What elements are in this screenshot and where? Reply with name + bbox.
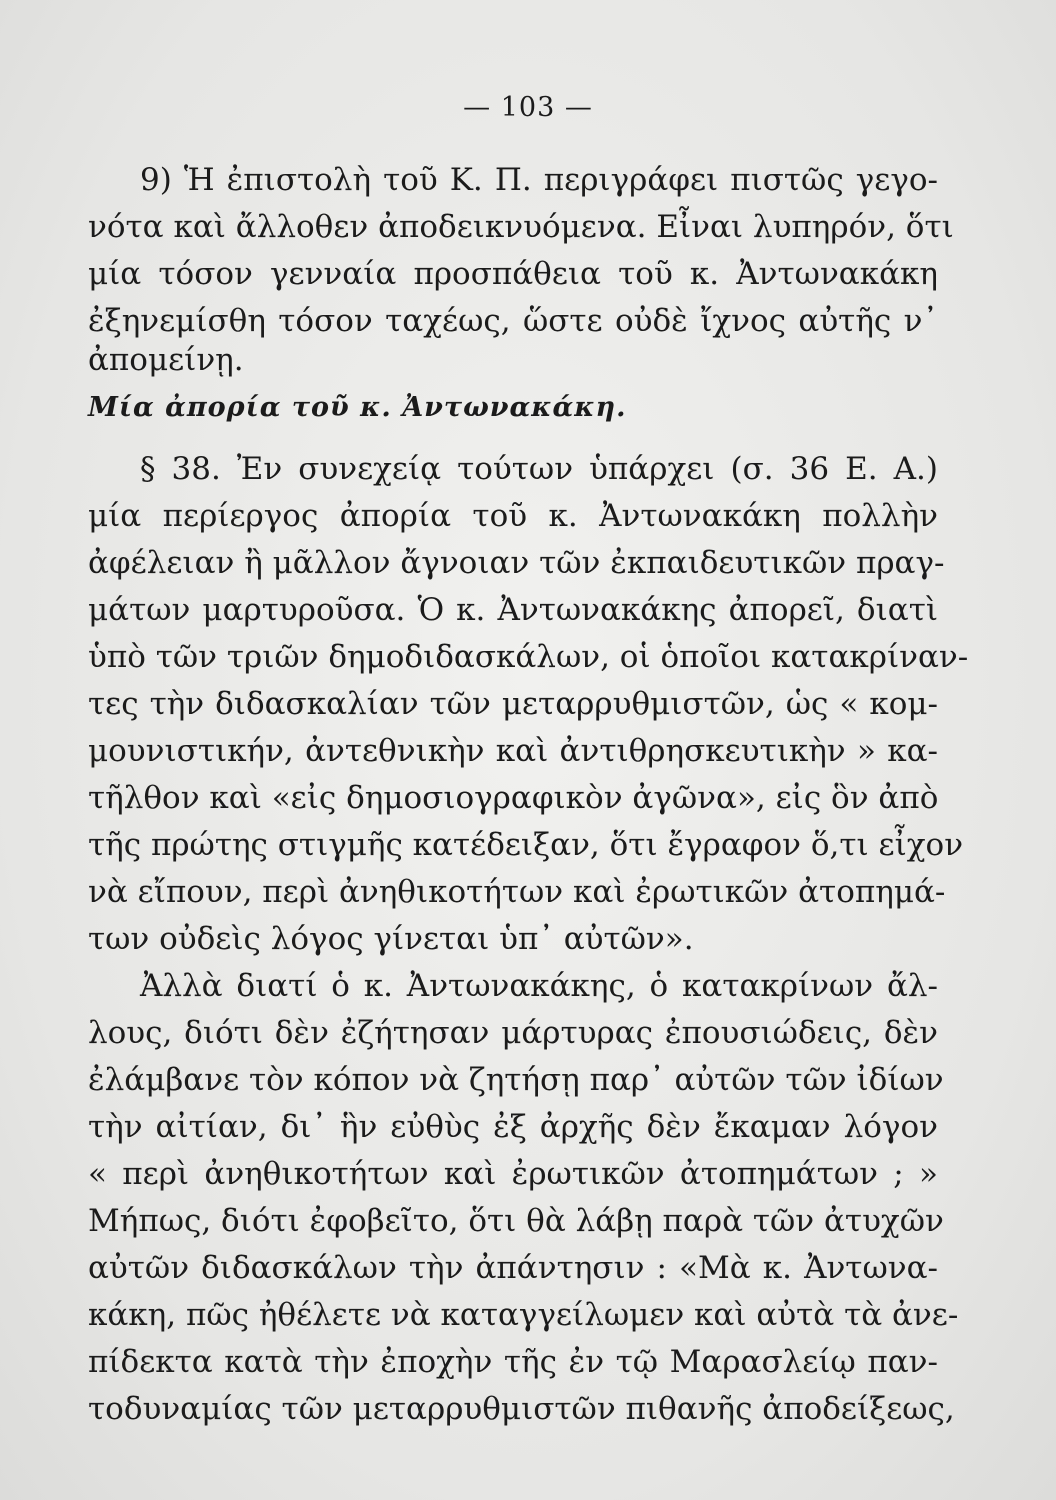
text-line: τὴν αἰτίαν, δι᾽ ἣν εὐθὺς ἐξ ἀρχῆς δὲν ἔκαμαν λόγον [88,1109,938,1145]
text-line: αὐτῶν διδασκάλων τὴν ἀπάντησιν : «Μὰ κ. Ἀντωνα- [88,1250,938,1286]
text-line: ἐξηνεμίσθη τόσον ταχέως, ὥστε οὐδὲ ἴχνος αὐτῆς ν᾽ [88,303,938,339]
text-line: μία τόσον γενναία προσπάθεια τοῦ κ. Ἀντωνακάκη [88,256,938,292]
text-line: τῆς πρώτης στιγμῆς κατέδειξαν, ὅτι ἔγραφον ὅ,τι εἶχον [88,827,964,863]
text-line: νότα καὶ ἄλλοθεν ἀποδεικνυόμενα. Εἶναι λυπηρόν, ὅτι [88,209,954,245]
text-line: ἐλάμβανε τὸν κόπον νὰ ζητήσῃ παρ᾽ αὐτῶν τῶν ἰδίων [88,1062,944,1098]
section-heading: Μία ἀπορία τοῦ κ. Ἀντωνακάκη. [88,392,627,423]
text-line: μία περίεργος ἀπορία τοῦ κ. Ἀντωνακάκη πολλὴν [88,498,938,534]
text-line: ὑπὸ τῶν τριῶν δημοδιδασκάλων, οἱ ὁποῖοι κατακρίναν- [88,639,969,675]
text-line: κάκη, πῶς ἠθέλετε νὰ καταγγείλωμεν καὶ αὐτὰ τὰ ἀνε- [88,1297,959,1333]
text-line: 9) Ἡ ἐπιστολὴ τοῦ Κ. Π. περιγράφει πιστῶς γεγο- [140,162,938,198]
text-line: τοδυναμίας τῶν μεταρρυθμιστῶν πιθανῆς ἀποδείξεως, [88,1391,955,1427]
page-number: — 103 — [463,92,593,123]
text-line: νὰ εἴπουν, περὶ ἀνηθικοτήτων καὶ ἐρωτικῶν ἀτοπημά- [88,874,946,910]
text-line: μάτων μαρτυροῦσα. Ὁ κ. Ἀντωνακάκης ἀπορεῖ, διατὶ [88,592,938,628]
text-line: τες τὴν διδασκαλίαν τῶν μεταρρυθμιστῶν, ὡς « κομ- [88,686,938,722]
text-line: ἀπομείνῃ. [88,342,244,378]
text-line: των οὐδεὶς λόγος γίνεται ὑπ᾽ αὐτῶν». [88,921,694,957]
text-line: « περὶ ἀνηθικοτήτων καὶ ἐρωτικῶν ἀτοπημάτων ; » [88,1156,938,1192]
text-line: τῆλθον καὶ «εἰς δημοσιογραφικὸν ἀγῶνα», εἰς ὃν ἀπὸ [88,780,939,816]
text-line: λους, διότι δὲν ἐζήτησαν μάρτυρας ἐπουσιώδεις, δὲν [88,1015,938,1051]
text-line: πίδεκτα κατὰ τὴν ἐποχὴν τῆς ἐν τῷ Μαρασλείῳ παν- [88,1344,938,1380]
text-line: § 38. Ἐν συνεχείᾳ τούτων ὑπάρχει (σ. 36 Ε. Α.) [140,451,938,487]
text-line: ἀφέλειαν ἢ μᾶλλον ἄγνοιαν τῶν ἐκπαιδευτικῶν πραγ- [88,545,945,581]
text-line: Μήπως, διότι ἐφοβεῖτο, ὅτι θὰ λάβῃ παρὰ τῶν ἀτυχῶν [88,1203,944,1239]
text-line: Ἀλλὰ διατί ὁ κ. Ἀντωνακάκης, ὁ κατακρίνων ἄλ- [140,968,938,1004]
text-line: μουνιστικήν, ἀντεθνικὴν καὶ ἀντιθρησκευτικὴν » κα- [88,733,938,769]
